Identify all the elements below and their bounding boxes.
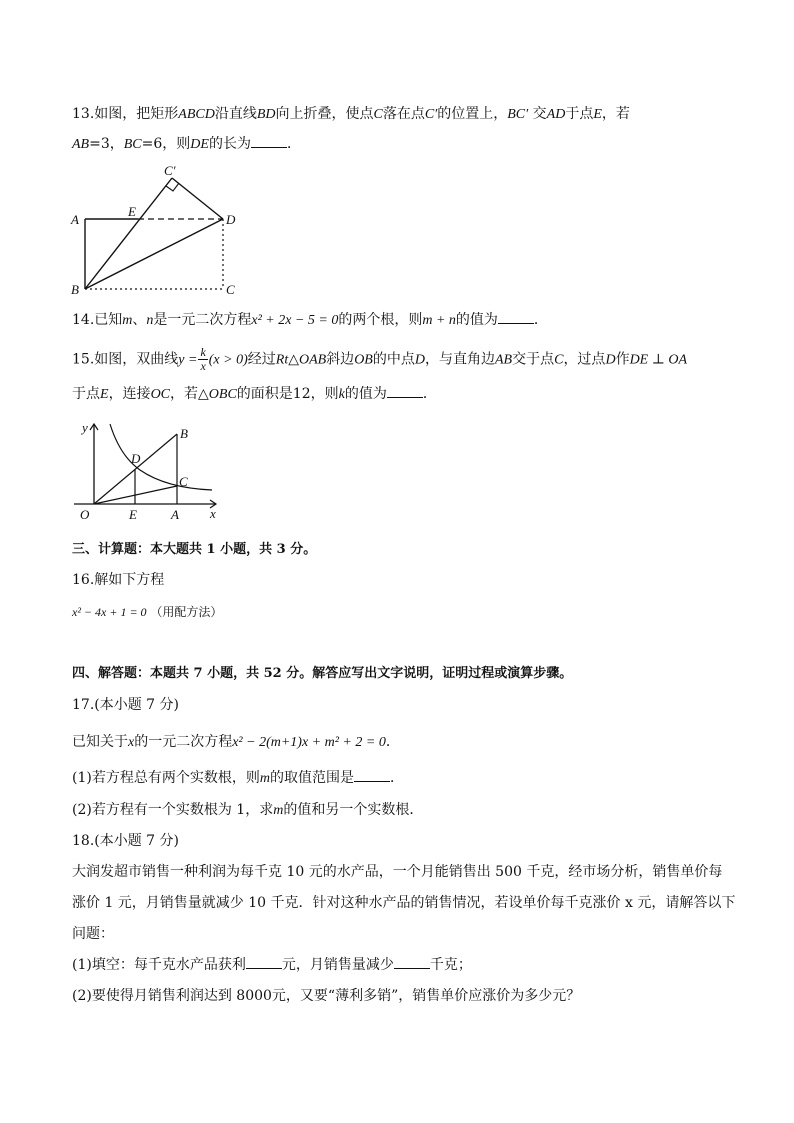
fraction-k-over-x: $\frac{k}{x}$ <box>200 345 206 373</box>
segment-bcp <box>85 178 172 289</box>
q15-line1: 15.如图，双曲线y = $\frac{k}{x}$ (x > 0)经过Rt△OAB斜边OB的中点D，与直角边AB交于点C，过点D作DE ⊥ OA <box>72 345 688 373</box>
q17-stem: 已知关于x的一元二次方程x² − 2(m+1)x + m² + 2 = 0． <box>72 734 400 750</box>
label-b: B <box>180 426 188 441</box>
label-o: O <box>80 507 90 522</box>
q16-title: 16.解如下方程 <box>72 572 165 588</box>
label-e: E <box>128 204 136 219</box>
hyperbola-curve <box>110 424 212 490</box>
q13-figure <box>66 160 256 300</box>
q16-equation: x² − 4x + 1 = 0 （用配方法） <box>72 605 223 619</box>
q15-figure <box>66 416 236 526</box>
q14-line: 14.已知m、n是一元二次方程x² + 2x − 5 = 0的两个根，则m + n的值为 ． <box>72 312 548 328</box>
label-y: y <box>82 420 88 435</box>
label-c: C <box>179 474 188 489</box>
label-d: D <box>226 212 236 227</box>
q15-line2: 于点E，连接OC，若△OBC的面积是12，则k的值为 ． <box>72 386 437 402</box>
q17-part1: (1)若方程总有两个实数根，则m的取值范围是 ． <box>72 770 404 786</box>
answer-blank <box>354 769 390 782</box>
q17-title: 17.(本小题 7 分) <box>72 697 179 713</box>
q13-line1: 13.如图，把矩形ABCD沿直线BD向上折叠，使点C落在点C′的位置上，BC′ 交AD于点E，若 <box>72 106 630 122</box>
section-3-heading: 三、计算题：本大题共 1 小题，共 3 分。 <box>72 542 317 557</box>
segment-cpd <box>172 178 223 219</box>
q18-line3: 问题： <box>72 926 114 942</box>
label-c: C <box>226 282 235 297</box>
answer-blank <box>394 956 430 969</box>
label-a: A <box>71 212 79 227</box>
label-d: D <box>131 451 141 466</box>
answer-blank <box>251 135 287 148</box>
q18-part2: (2)要使得月销售利润达到 8000元，又要“薄利多销”，销售单价应涨价为多少元？ <box>72 988 581 1004</box>
label-x: x <box>210 506 216 521</box>
answer-blank <box>498 311 534 324</box>
q13-line2: AB=3，BC=6，则DE的长为 ． <box>72 136 301 152</box>
q18-line1: 大润发超市销售一种利润为每千克 10 元的水产品，一个月能销售出 500 千克，经市场分析，销售单价每 <box>72 864 723 880</box>
q18-line2: 涨价 1 元，月销售量就减少 10 千克．针对这种水产品的销售情况，若设单价每千克涨价 x 元，请解答以下 <box>72 895 736 911</box>
answer-blank <box>246 956 282 969</box>
q17-part2: (2)若方程有一个实数根为 1，求m的值和另一个实数根． <box>72 802 424 818</box>
segment-bd <box>85 219 223 289</box>
label-b: B <box>71 282 79 297</box>
q18-title: 18.(本小题 7 分) <box>72 833 179 849</box>
section-4-heading: 四、解答题：本题共 7 小题，共 52 分。解答应写出文字说明，证明过程或演算步骤。 <box>72 666 573 681</box>
label-cp: C′ <box>164 163 176 178</box>
q18-part1: (1)填空：每千克水产品获利 元，月销售量减少 千克； <box>72 957 472 973</box>
label-a: A <box>171 507 179 522</box>
answer-blank <box>387 385 423 398</box>
label-e: E <box>129 507 137 522</box>
